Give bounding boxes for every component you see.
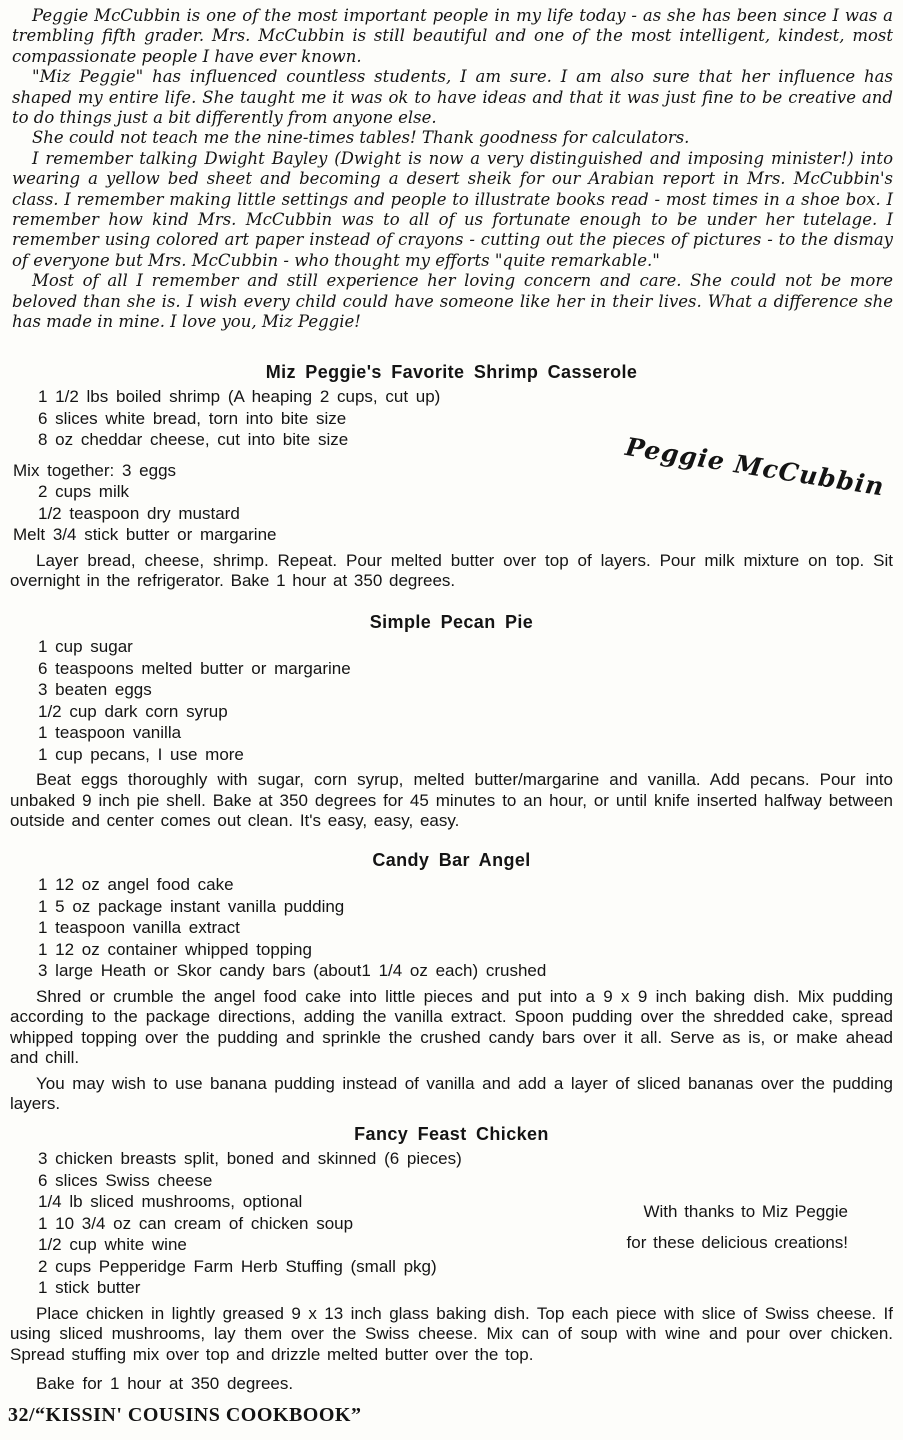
ingredient-line: 1 teaspoon vanilla bbox=[38, 723, 182, 742]
ingredient-line: 1/4 lb sliced mushrooms, optional bbox=[38, 1192, 303, 1211]
ingredient-line: 1 cup pecans, I use more bbox=[38, 744, 244, 764]
instruction-paragraph: Shred or crumble the angel food cake into little pieces and put into a 9 x 9 inch baking dish. Mix pudding according to the package directions, adding the vanilla extract. Spoon pudding over the shredded cake, spread whipped topping over the pudding and sprinkle the crushed candy bars over it all. Serve as is, or make ahead and chill. bbox=[10, 986, 893, 1067]
memoir-intro bbox=[0, 6, 903, 333]
ingredient-line: 8 oz cheddar cheese, cut into bite size bbox=[38, 430, 349, 449]
ingredient-line: 1 12 oz container whipped topping bbox=[38, 939, 312, 959]
intro-paragraph: I remember talking Dwight Bayley (Dwight is now a very distinguished and imposing minister!) into wearing a yellow bed sheet and becoming a desert sheik for our Arabian report in Mrs. McCubbin's class. I remember making little settings and people to illustrate books read - most times in a shoe box. I remember how kind Mrs. McCubbin was to all of us fortunate enough to be under her tutelage. I remember using colored art paper instead of crayons - cutting out the pieces of pictures - to the dismay of everyone but Mrs. McCubbin - who thought my efforts "quite remarkable." bbox=[12, 148, 893, 270]
instruction-paragraph: Place chicken in lightly greased 9 x 13 inch glass baking dish. Top each piece with slice of Swiss cheese. If using sliced mushrooms, lay them over the Swiss cheese. Mix can of soup with wine and pour over chicken. Spread stuffing mix over top and drizzle melted butter over the top. bbox=[10, 1303, 893, 1364]
thanks-note-line: for these delicious creations! bbox=[626, 1233, 848, 1252]
ingredient-line: 1/2 cup dark corn syrup bbox=[38, 701, 228, 721]
recipe-title: Miz Peggie's Favorite Shrimp Casserole bbox=[265, 362, 638, 382]
page-footer: 32/“KISSIN' COUSINS COOKBOOK” bbox=[8, 1404, 362, 1426]
instruction-paragraph: Layer bread, cheese, shrimp. Repeat. Pour melted butter over top of layers. Pour milk mixture on top. Sit overnight in the refrigerator. Bake 1 hour at 350 degrees. bbox=[10, 550, 893, 590]
ingredient-line: 1 10 3/4 oz can cream of chicken soup bbox=[38, 1213, 354, 1233]
ingredient-line: 6 slices Swiss cheese bbox=[38, 1170, 213, 1190]
ingredient-line: 3 chicken breasts split, boned and skinned (6 pieces) bbox=[38, 1149, 462, 1168]
mix-line: Melt 3/4 stick butter or margarine bbox=[13, 525, 277, 544]
ingredient-line: 1 cup sugar bbox=[38, 637, 133, 656]
ingredient-line: 6 slices white bread, torn into bite size bbox=[38, 408, 347, 428]
ingredient-line: 1 teaspoon vanilla extract bbox=[38, 918, 240, 937]
mix-line: 1/2 teaspoon dry mustard bbox=[38, 503, 240, 523]
intro-paragraph: She could not teach me the nine-times tables! Thank goodness for calculators. bbox=[32, 128, 690, 148]
recipe-candy-bar-angel bbox=[0, 850, 903, 1115]
ingredient-line: 1 5 oz package instant vanilla pudding bbox=[38, 896, 345, 916]
instruction-paragraph: You may wish to use banana pudding instead of vanilla and add a layer of sliced bananas over the pudding layers. bbox=[10, 1073, 893, 1113]
intro-paragraph: Peggie McCubbin is one of the most important people in my life today - as she has been since I was a trembling fifth grader. Mrs. McCubbin is still beautiful and one of the most intelligent, kindest, most compassionate people I have ever known. bbox=[12, 6, 893, 66]
ingredient-line: 1 stick butter bbox=[38, 1278, 141, 1297]
ingredient-line: 3 large Heath or Skor candy bars (about1 1/4 oz each) crushed bbox=[38, 961, 547, 980]
ingredient-line: 6 teaspoons melted butter or margarine bbox=[38, 658, 351, 678]
recipe-title: Simple Pecan Pie bbox=[369, 612, 534, 632]
intro-paragraph: Most of all I remember and still experience her loving concern and care. She could not be more beloved than she is. I wish every child could have someone like her in their lives. What a difference she has made in mine. I love you, Miz Peggie! bbox=[12, 271, 893, 332]
ingredient-line: 2 cups Pepperidge Farm Herb Stuffing (small pkg) bbox=[38, 1256, 437, 1276]
recipe-title: Fancy Feast Chicken bbox=[354, 1124, 549, 1144]
thanks-note bbox=[548, 1196, 848, 1258]
ingredient-line: 3 beaten eggs bbox=[38, 680, 152, 699]
instruction-paragraph: Beat eggs thoroughly with sugar, corn syrup, melted butter/margarine and vanilla. Add pecans. Pour into unbaked 9 inch pie shell. Bake at 350 degrees for 45 minutes to an hour, or until knife inserted halfway between outside and center comes out clean. It's easy, easy, easy. bbox=[10, 770, 893, 830]
recipe-title: Candy Bar Angel bbox=[372, 850, 531, 870]
recipe-simple-pecan-pie bbox=[0, 612, 903, 832]
mix-line: 2 cups milk bbox=[38, 482, 130, 501]
intro-paragraph: "Miz Peggie" has influenced countless students, I am sure. I am also sure that her influence has shaped my entire life. She taught me it was ok to have ideas and that it was just fine to be creative and to do things just a bit differently from anyone else. bbox=[12, 67, 893, 128]
mix-line: Mix together: 3 eggs bbox=[13, 460, 177, 480]
recipe-fancy-feast-chicken bbox=[0, 1124, 903, 1394]
ingredient-line: 1 1/2 lbs boiled shrimp (A heaping 2 cups, cut up) bbox=[38, 387, 441, 406]
instruction-paragraph: Bake for 1 hour at 350 degrees. bbox=[36, 1374, 294, 1393]
ingredient-line: 1/2 cup white wine bbox=[38, 1235, 187, 1254]
thanks-note-line: With thanks to Miz Peggie bbox=[643, 1202, 848, 1221]
ingredient-line: 1 12 oz angel food cake bbox=[38, 875, 234, 894]
signature-peggie-mccubbin: Peggie McCubbin bbox=[623, 432, 887, 502]
